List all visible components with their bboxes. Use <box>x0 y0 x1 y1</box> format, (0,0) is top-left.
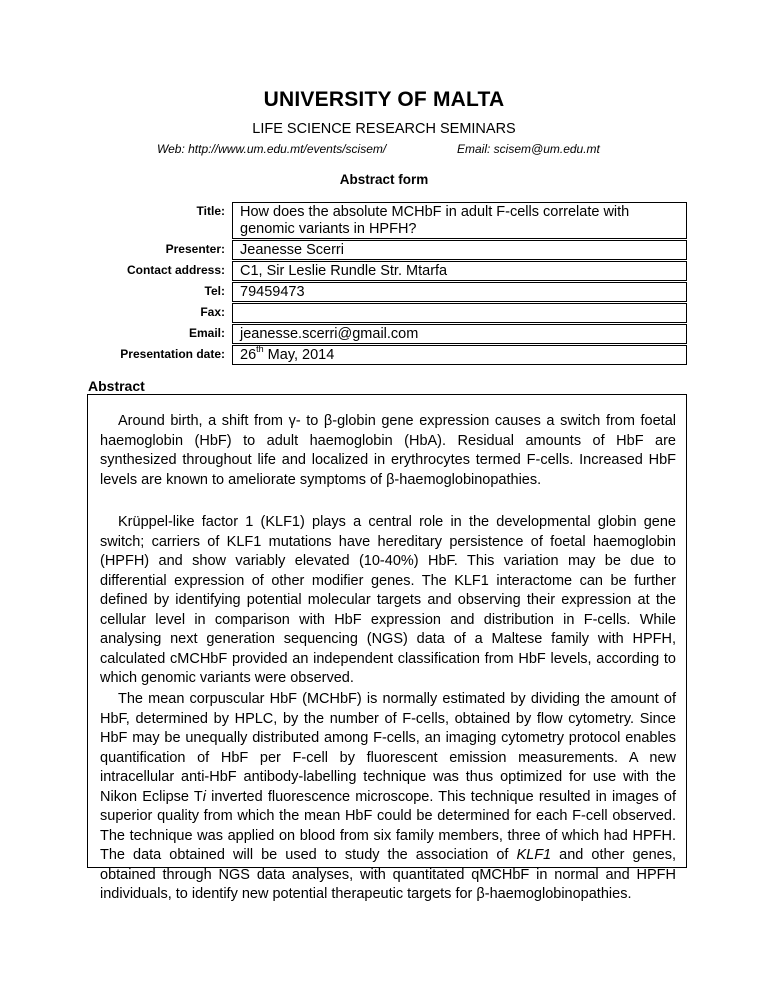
abstract-paragraph-1: Around birth, a shift from γ- to β-globin gene expression causes a switch from foetal haemoglobin (HbF) to adult haemoglobin (HbA). Residual amounts of HbF are synthesized throughout life and localized in erythrocytes termed F-cells. Increased HbF levels are known to ameliorate symptoms of β-haemoglobinopathies. <box>100 413 676 488</box>
email-label: Email: <box>188 326 225 340</box>
presenter-label: Presenter: <box>165 242 225 256</box>
email-field: jeanesse.scerri@gmail.com <box>232 324 687 344</box>
contact-address-label: Contact address: <box>126 263 225 277</box>
p3-gene-klf1: KLF1 <box>516 847 552 863</box>
date-day: 26 <box>240 347 257 363</box>
date-suffix: th <box>256 344 264 355</box>
p3-italic-i: i <box>202 788 206 805</box>
title-label: Title: <box>196 204 225 218</box>
form-title: Abstract form <box>339 172 429 187</box>
presenter-field: Jeanesse Scerri <box>232 240 687 260</box>
presentation-date-field <box>232 345 687 365</box>
contact-email: Email: scisem@um.edu.mt <box>457 142 600 156</box>
tel-label: Tel: <box>204 284 225 298</box>
fax-field <box>232 303 687 323</box>
abstract-paragraph-3 <box>100 690 676 905</box>
tel-field: 79459473 <box>232 282 687 302</box>
web-address: Web: http://www.um.edu.mt/events/scisem/ <box>157 142 387 156</box>
p3-part-b: inverted fluorescence microscope. This technique resulted in images of superior quality from which the mean HbF could be determined for each F-cell observed. The technique was applied on blood from six family members, three of which had HPFH. The data obtained will be used to study the association of <box>100 788 676 863</box>
contact-address-field: C1, Sir Leslie Rundle Str. Mtarfa <box>232 261 687 281</box>
presentation-date-label: Presentation date: <box>120 347 225 361</box>
fax-label: Fax: <box>200 305 225 319</box>
seminar-series-title: LIFE SCIENCE RESEARCH SEMINARS <box>252 121 516 137</box>
title-field: How does the absolute MCHbF in adult F-cells correlate with genomic variants in HPFH? <box>232 202 687 239</box>
p3-part-a: The mean corpuscular HbF (MCHbF) is normally estimated by dividing the amount of HbF, determined by HPLC, by the number of F-cells, obtained by flow cytometry. Since HbF may be unequally distributed among F-cells, an imaging cytometry protocol enables quantification of HbF per F-cell by fluorescent emission measurements. A new intracellular anti-HbF antibody-labelling technique was thus optimized for use with the Nikon Eclipse T <box>100 691 676 805</box>
abstract-heading: Abstract <box>88 378 145 394</box>
p3-part-c: and other genes, obtained through NGS data analyses, with quantitated qMCHbF in normal and HPFH individuals, to identify new potential therapeutic targets for β-haemoglobinopathies. <box>100 847 676 902</box>
university-heading: UNIVERSITY OF MALTA <box>263 88 505 111</box>
date-rest: May, 2014 <box>263 347 335 363</box>
abstract-paragraph-2: Krüppel-like factor 1 (KLF1) plays a central role in the developmental globin gene switch; carriers of KLF1 mutations have hereditary persistence of foetal haemoglobin (HPFH) and show variably elevated (10-40%) HbF. This variation may be due to differential expression of other modifier genes. The KLF1 interactome can be further defined by identifying potential molecular targets and observing their expression at the cellular level in comparison with HbF expression and distribution in F-cells. While analysing next generation sequencing (NGS) data of a Maltese family with HPFH, calculated cMCHbF provided an independent classification from HbF levels, according to which genomic variants were observed. <box>100 514 676 686</box>
